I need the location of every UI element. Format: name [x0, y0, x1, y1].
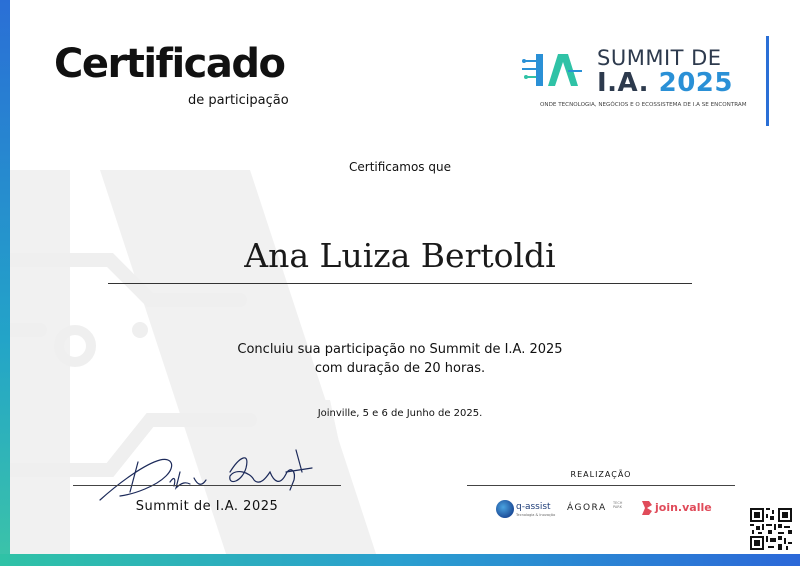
logo-vertical-bar — [766, 36, 769, 126]
certificate-title: Certificado — [54, 41, 285, 87]
qassist-subtitle: Tecnologia & Inovação — [516, 513, 556, 517]
qassist-icon — [496, 500, 514, 518]
intro-text: Certificamos que — [349, 160, 451, 174]
recipient-name: Ana Luiza Bertoldi — [244, 236, 556, 275]
agora-subtitle: TECH PARK — [613, 501, 623, 509]
joinvalle-name: join.valle — [655, 501, 712, 514]
certificate-subtitle: de participação — [188, 93, 289, 108]
name-underline — [108, 283, 692, 284]
summit-logo — [522, 44, 762, 120]
logo-tagline: ONDE TECNOLOGIA, NEGÓCIOS E O ECOSSISTEMA DE I.A SE ENCONTRAM — [540, 102, 747, 108]
partner-logo-qassist — [494, 496, 564, 522]
partner-logo-joinvalle — [638, 496, 712, 522]
completion-text-line1: Concluiu sua participação no Summit de I.A. 2025 — [237, 342, 563, 357]
agora-name: ÁGORA — [567, 503, 607, 513]
logo-ia-text: I.A. — [597, 68, 650, 98]
qassist-name: q-assist — [516, 502, 551, 512]
joinvalle-icon — [640, 500, 654, 516]
left-accent-bar — [0, 0, 10, 566]
circuit-ia-icon — [522, 50, 592, 90]
logo-title-line2 — [597, 68, 733, 98]
bottom-accent-bar — [0, 554, 800, 566]
place-date-text: Joinville, 5 e 6 de Junho de 2025. — [317, 408, 483, 419]
logo-title-line1: SUMMIT DE — [597, 46, 722, 70]
handwritten-signature — [90, 442, 320, 504]
qr-code — [750, 508, 792, 550]
logo-year-text: 2025 — [658, 68, 733, 98]
signature-line — [73, 485, 341, 486]
partner-logo-agora — [567, 496, 631, 522]
realization-label: REALIZAÇÃO — [570, 470, 632, 479]
completion-text-line2: com duração de 20 horas. — [314, 361, 486, 376]
realization-line — [467, 485, 735, 486]
signature-label: Summit de I.A. 2025 — [135, 499, 279, 514]
